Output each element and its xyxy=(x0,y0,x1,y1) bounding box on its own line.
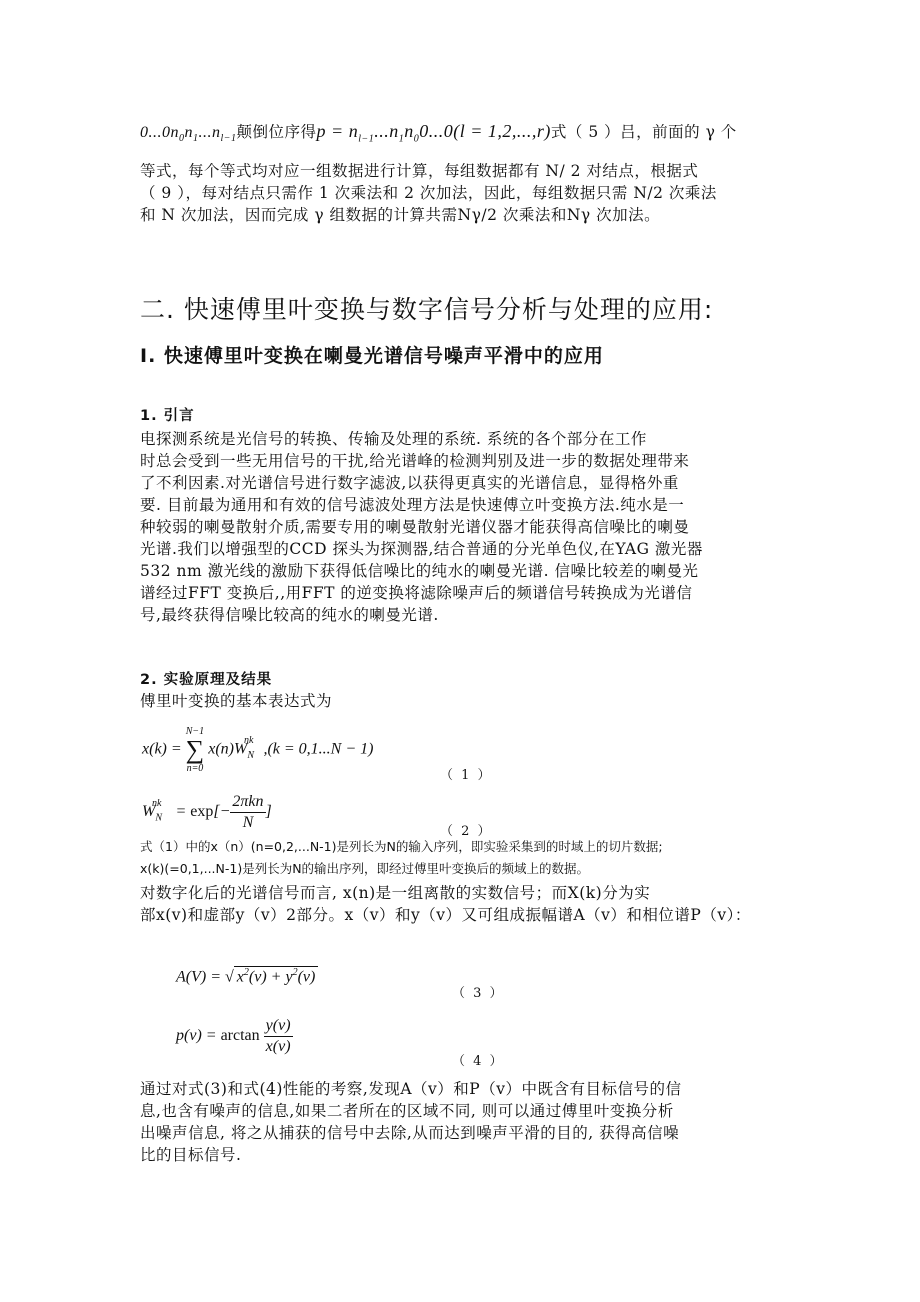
conclusion-paragraph xyxy=(140,1078,800,1166)
description-line: x(k)(=0,1,...N-1)是列长为N的输出序列，即经过傅里叶变换后的频域上的数据。 xyxy=(140,861,590,876)
part1-line: 532 nm 激光线的激励下获得低信噪比的纯水的喇曼光谱. 信噪比较差的喇曼光 xyxy=(140,562,699,580)
reversed-sequence-formula: $p = n_{l-1}...n_1n_00...0(l = 1,2,...,r)$ xyxy=(316,121,551,145)
section-title: 二. 快速傅里叶变换与数字信号分析与处理的应用: xyxy=(140,295,714,324)
conclusion-line: 出噪声信息, 将之从捕获的信号中去除,从而达到噪声平滑的目的, 获得高信噪 xyxy=(140,1124,680,1142)
intro-line: （ 9 ），每对结点只需作 1 次乘法和 2 次加法，因此，每组数据只需 N/2 次乘法 xyxy=(140,184,717,202)
part1-line: 要. 目前最为通用和有效的信号滤波处理方法是快速傅立叶变换方法.纯水是一 xyxy=(140,496,685,514)
equation-2: $W_N^{nk} = \exp[-$ $\frac{\text{2πkn}}{N}$ ] xyxy=(142,793,272,831)
description-line: 式（1）中的x（n）(n=0,2,...N-1)是列长为N的输入序列，即实验采集到的时域上的切片数据; xyxy=(140,839,663,854)
part1-line: 号,最终获得信噪比较高的纯水的喇曼光谱. xyxy=(140,606,439,624)
part1-line: 时总会受到一些无用信号的干扰,给光谱峰的检测判别及进一步的数据处理带来 xyxy=(140,452,690,470)
part2-lead: 傅里叶变换的基本表达式为 xyxy=(140,692,333,710)
spectrum-line: 对数字化后的光谱信号而言, x(n)是一组离散的实数信号；而X(k)分为实 xyxy=(140,884,651,902)
equation-description xyxy=(140,836,800,880)
part1-paragraph xyxy=(140,428,800,626)
intro-mid-text: 颠倒位序得 xyxy=(236,123,317,141)
spectrum-paragraph xyxy=(140,882,800,926)
equation-3: A(V) = √ $x^2(v) + y^2(v)$ xyxy=(176,966,826,986)
equation-number-1: （ 1 ） xyxy=(440,768,493,783)
subsection-title: Ⅰ. 快速傅里叶变换在喇曼光谱信号噪声平滑中的应用 xyxy=(140,345,604,367)
intro-line-1 xyxy=(140,120,800,151)
part1-line: 种较弱的喇曼散射介质,需要专用的喇曼散射光谱仪器才能获得高信噪比的喇曼 xyxy=(140,518,690,536)
summation-symbol: N−1 ∑ n=0 xyxy=(185,726,205,774)
part1-line: 电探测系统是光信号的转换、传输及处理的系统. 系统的各个部分在工作 xyxy=(140,430,647,448)
spectrum-line: 部x(v)和虚部y（v）2部分。x（v）和y（v）又可组成振幅谱A（v）和相位谱P（v）： xyxy=(140,906,751,924)
part1-line: 了不利因素.对光谱信号进行数字滤波,以获得更真实的光谱信息，显得格外重 xyxy=(140,474,679,492)
equation-1: x(k) = N−1 ∑ n=0 $x(n)W_N^{nk}$ ,(k = 0,1...N − 1) xyxy=(142,726,374,774)
equation-4: p(v) = arctan $\frac{y(v)}{x(v)}$ xyxy=(176,1017,291,1055)
part2-heading: 2. 实验原理及结果 xyxy=(140,672,273,688)
intro-after-text: 式（ 5 ）吕，前面的 γ 个 xyxy=(550,123,737,141)
part1-line: 光谱.我们以增强型的CCD 探头为探测器,结合普通的分光单色仪,在YAG 激光器 xyxy=(140,540,703,558)
intro-line: 和 N 次加法，因而完成 γ 组数据的计算共需Nγ/2 次乘法和Nγ 次加法。 xyxy=(140,206,661,224)
part1-line: 谱经过FFT 变换后,,用FFT 的逆变换将滤除噪声后的频谱信号转换成为光谱信 xyxy=(140,584,693,602)
conclusion-line: 通过对式(3)和式(4)性能的考察,发现A（v）和P（v）中既含有目标信号的信 xyxy=(140,1080,682,1098)
conclusion-line: 息,也含有噪声的信息,如果二者所在的区域不同, 则可以通过傅里叶变换分析 xyxy=(140,1102,674,1120)
equation-number-2: （ 2 ） xyxy=(440,824,493,839)
part1-heading: 1. 引言 xyxy=(140,408,195,424)
bit-sequence-formula: $0...0n_0n_1...n_{l-1}$ xyxy=(140,124,237,145)
equation-number-3: （ 3 ） xyxy=(452,986,505,1001)
intro-line: 等式，每个等式均对应一组数据进行计算，每组数据都有 N/ 2 对结点，根据式 xyxy=(140,162,699,180)
equation-number-4: （ 4 ） xyxy=(452,1054,505,1069)
intro-paragraph xyxy=(140,160,800,226)
conclusion-line: 比的目标信号. xyxy=(140,1146,242,1164)
